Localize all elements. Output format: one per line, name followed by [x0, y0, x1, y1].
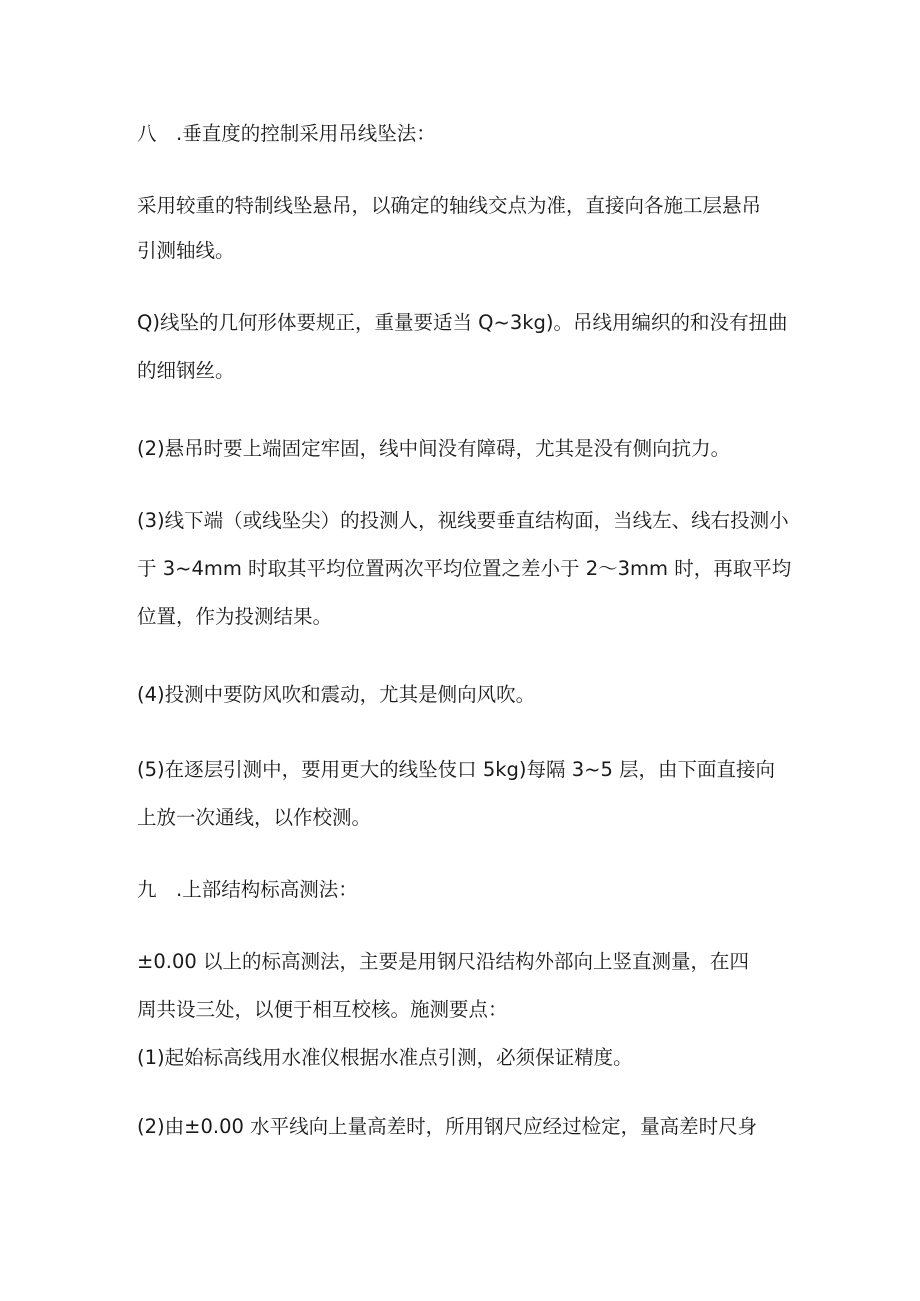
paragraph-line: (2)由±0.00 水平线向上量高差时，所用钢尺应经过检定，量高差时尺身	[137, 1115, 758, 1138]
paragraph-line: 采用较重的特制线坠悬吊，以确定的轴线交点为准，直接向各施工层悬吊	[137, 194, 762, 217]
paragraph-line: (3)线下端（或线坠尖）的投测人，视线要垂直结构面，当线左、线右投测小	[137, 509, 789, 532]
paragraph-line: (1)起始标高线用水准仪根据水准点引测，必须保证精度。	[137, 1046, 633, 1069]
paragraph-line: 上放一次通线，以作校测。	[137, 806, 372, 829]
paragraph-line: 于 3~4mm 时取其平均位置两次平均位置之差小于 2～3mm 时，再取平均	[137, 557, 792, 580]
paragraph-line: (5)在逐层引测中，要用更大的线坠伎口 5kg)每隔 3~5 层，由下面直接向	[137, 758, 776, 781]
paragraph-line: (4)投测中要防风吹和震动，尤其是侧向风吹。	[137, 683, 536, 706]
paragraph-line: ±0.00 以上的标高测法，主要是用钢尺沿结构外部向上竖直测量，在四	[137, 950, 749, 973]
paragraph-line: 引测轴线。	[137, 239, 235, 262]
paragraph-line: 的细钢丝。	[137, 359, 235, 382]
section-eight-heading: 八 .垂直度的控制采用吊线坠法：	[137, 122, 436, 145]
section-nine-heading: 九 .上部结构标高测法：	[137, 878, 358, 901]
paragraph-line: 位置，作为投测结果。	[137, 605, 333, 628]
paragraph-line: Q)线坠的几何形体要规正，重量要适当 Q~3kg)。吊线用编织的和没有扭曲	[137, 311, 788, 334]
paragraph-line: (2)悬吊时要上端固定牢固，线中间没有障碍，尤其是没有侧向抗力。	[137, 437, 731, 460]
paragraph-line: 周共设三处，以便于相互校核。施测要点：	[137, 998, 508, 1021]
